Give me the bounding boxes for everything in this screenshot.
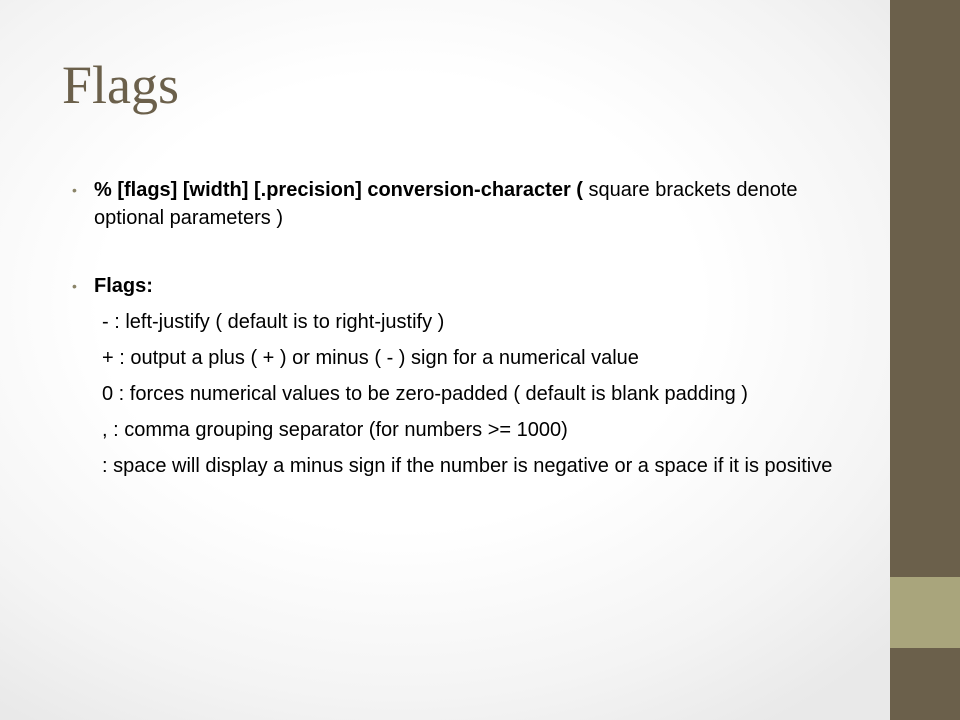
side-bar-accent xyxy=(890,577,960,648)
flag-item-zero-padded: 0 : forces numerical values to be zero-padded ( default is blank padding ) xyxy=(102,383,748,405)
bullet-dot-icon: • xyxy=(72,278,77,294)
bullet-syntax xyxy=(70,176,850,232)
slide-content xyxy=(70,176,850,488)
flags-heading: Flags: xyxy=(94,275,153,297)
flag-item-plus-sign: + : output a plus ( + ) or minus ( - ) sign for a numerical value xyxy=(102,347,639,369)
syntax-note: square brackets denote optional parameters ) xyxy=(94,179,798,229)
format-syntax: % [flags] [width] [.precision] conversion-character ( xyxy=(94,179,583,201)
slide-title: Flags xyxy=(62,55,180,115)
bullet-flags xyxy=(70,272,850,300)
flag-item-space: : space will display a minus sign if the number is negative or a space if it is positive xyxy=(102,455,833,477)
bullet-dot-icon: • xyxy=(72,182,77,198)
flag-item-left-justify: - : left-justify ( default is to right-justify ) xyxy=(102,311,445,333)
flag-item-comma-grouping: , : comma grouping separator (for numbers >= 1000) xyxy=(102,419,568,441)
